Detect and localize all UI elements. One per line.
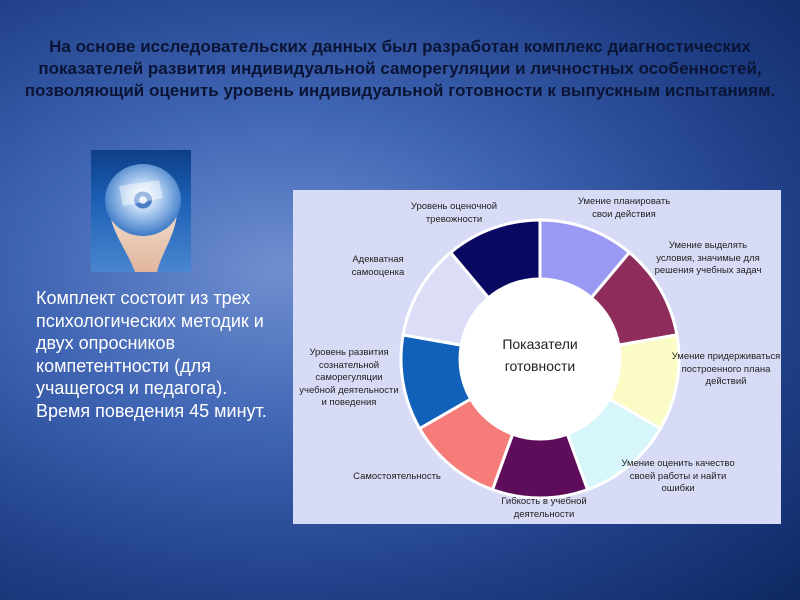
segment-label-follow-plan: Умение придерживаться построенного плана действий [671,351,781,387]
segment-label-anxiety: Уровень оценочной тревожности [410,201,498,225]
segment-label-independence: Самостоятельность [353,471,441,482]
slide-title: На основе исследовательских данных был разработан комплекс диагностических показателей развития индивидуальной саморегуляции и личностных особенностей, позволяющий оценить уровень индивидуальной готовности к выпускным испытаниям. [24,37,776,100]
hand-holding-cd-icon [91,150,191,272]
center-label-line1: Показатели [502,336,578,352]
center-label-line2: готовности [504,358,576,374]
segment-label-self-regulation: Уровень развития сознательной саморегуляции учебной деятельности и поведения [299,347,399,408]
segment-label-flexibility: Гибкость в учебной деятельности [501,496,587,520]
segment-label-plan: Умение планировать свои действия [577,196,671,220]
readiness-indicators-diagram [293,190,781,524]
slide-body-text: Комплект состоит из трех психологических методик и двух опросников компетентности (для учащегося и педагога). Время поведения 45 минут. [36,288,267,421]
segment-label-conditions: Умение выделять условия, значимые для решения учебных задач [654,240,762,276]
segment-label-self-esteem: Адекватная самооценка [351,254,405,278]
segment-label-evaluate: Умение оценить качество своей работы и найти ошибки [621,458,735,494]
hand-holding-cd-image [91,150,191,272]
